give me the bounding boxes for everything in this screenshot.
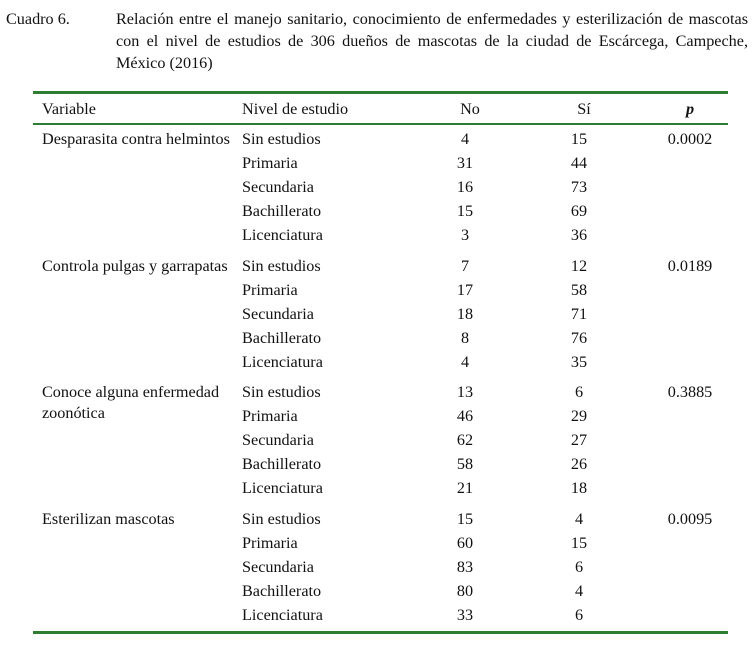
nivel-cell: Bachillerato <box>242 202 322 220</box>
no-cell: 60 <box>456 534 474 552</box>
si-cell: 6 <box>574 558 584 576</box>
nivel-cell: Sin estudios <box>242 257 321 275</box>
nivel-cell: Licenciatura <box>242 606 323 624</box>
no-cell: 4 <box>460 353 470 371</box>
table-row <box>0 129 754 153</box>
variable-label: Conoce alguna enfermedad zoonótica <box>42 383 220 422</box>
nivel-cell: Sin estudios <box>242 383 321 401</box>
si-cell: 71 <box>570 305 588 323</box>
table-row <box>0 256 754 280</box>
table-row <box>0 557 754 581</box>
no-cell: 4 <box>460 130 470 148</box>
si-cell: 35 <box>570 353 588 371</box>
table-row <box>0 430 754 454</box>
variable-label: Controla pulgas y garrapatas <box>42 257 228 275</box>
table-row <box>0 533 754 557</box>
no-cell: 21 <box>456 479 474 497</box>
table-row <box>0 280 754 304</box>
si-cell: 4 <box>574 582 584 600</box>
no-cell: 3 <box>460 226 470 244</box>
si-cell: 15 <box>570 534 588 552</box>
p-value: 0.3885 <box>667 383 713 401</box>
variable-label: Desparasita contra helmintos <box>42 130 230 148</box>
nivel-cell: Primaria <box>242 534 298 552</box>
no-cell: 33 <box>456 606 474 624</box>
si-cell: 76 <box>570 329 588 347</box>
no-cell: 7 <box>460 257 470 275</box>
header-nivel: Nivel de estudio <box>242 100 349 118</box>
table-row <box>0 201 754 225</box>
si-cell: 58 <box>570 281 588 299</box>
table-top-rule <box>33 91 728 94</box>
no-cell: 18 <box>456 305 474 323</box>
si-cell: 69 <box>570 202 588 220</box>
table-group <box>0 509 754 639</box>
no-cell: 15 <box>456 510 474 528</box>
no-cell: 17 <box>456 281 474 299</box>
si-cell: 12 <box>570 257 588 275</box>
nivel-cell: Sin estudios <box>242 130 321 148</box>
p-value: 0.0189 <box>667 257 713 275</box>
no-cell: 46 <box>456 407 474 425</box>
si-cell: 29 <box>570 407 588 425</box>
table-group <box>0 256 754 386</box>
no-cell: 83 <box>456 558 474 576</box>
si-cell: 36 <box>570 226 588 244</box>
nivel-cell: Primaria <box>242 281 298 299</box>
table-group <box>0 129 754 259</box>
table-row <box>0 382 754 406</box>
table-row <box>0 153 754 177</box>
si-cell: 73 <box>570 178 588 196</box>
table-row <box>0 406 754 430</box>
variable-label: Esterilizan mascotas <box>42 510 175 528</box>
nivel-cell: Licenciatura <box>242 479 323 497</box>
caption-text: Relación entre el manejo sanitario, conocimiento de enfermedades y esterilización de mascotas con el nivel de estudios de 306 dueños de mascotas de la ciudad de Escárcega, Campeche, México (2016) <box>116 10 748 72</box>
no-cell: 13 <box>456 383 474 401</box>
nivel-cell: Secundaria <box>242 305 314 323</box>
si-cell: 6 <box>574 606 584 624</box>
table-row <box>0 605 754 629</box>
si-cell: 4 <box>574 510 584 528</box>
header-variable: Variable <box>42 100 96 118</box>
p-value: 0.0002 <box>667 130 713 148</box>
table-row <box>0 478 754 502</box>
nivel-cell: Secundaria <box>242 558 314 576</box>
header-si: Sí <box>577 100 591 118</box>
nivel-cell: Bachillerato <box>242 329 322 347</box>
nivel-cell: Primaria <box>242 154 298 172</box>
p-value: 0.0095 <box>667 510 713 528</box>
table-row <box>0 454 754 478</box>
header-p: p <box>685 100 695 118</box>
header-no: No <box>460 100 480 118</box>
si-cell: 6 <box>574 383 584 401</box>
table-row <box>0 177 754 201</box>
nivel-cell: Bachillerato <box>242 582 322 600</box>
no-cell: 58 <box>456 455 474 473</box>
no-cell: 15 <box>456 202 474 220</box>
table-bottom-rule <box>33 631 728 634</box>
nivel-cell: Secundaria <box>242 178 314 196</box>
table-row <box>0 581 754 605</box>
nivel-cell: Sin estudios <box>242 510 321 528</box>
si-cell: 15 <box>570 130 588 148</box>
table-header-rule <box>33 123 728 125</box>
table-group <box>0 382 754 512</box>
nivel-cell: Secundaria <box>242 431 314 449</box>
si-cell: 44 <box>570 154 588 172</box>
caption-number: Cuadro 6. <box>6 10 70 28</box>
table-row <box>0 328 754 352</box>
nivel-cell: Licenciatura <box>242 353 323 371</box>
table-row <box>0 225 754 249</box>
table-row <box>0 352 754 376</box>
si-cell: 18 <box>570 479 588 497</box>
si-cell: 26 <box>570 455 588 473</box>
nivel-cell: Licenciatura <box>242 226 323 244</box>
si-cell: 27 <box>570 431 588 449</box>
table-row <box>0 509 754 533</box>
no-cell: 62 <box>456 431 474 449</box>
no-cell: 16 <box>456 178 474 196</box>
nivel-cell: Primaria <box>242 407 298 425</box>
no-cell: 31 <box>456 154 474 172</box>
table-row <box>0 304 754 328</box>
no-cell: 8 <box>460 329 470 347</box>
no-cell: 80 <box>456 582 474 600</box>
nivel-cell: Bachillerato <box>242 455 322 473</box>
